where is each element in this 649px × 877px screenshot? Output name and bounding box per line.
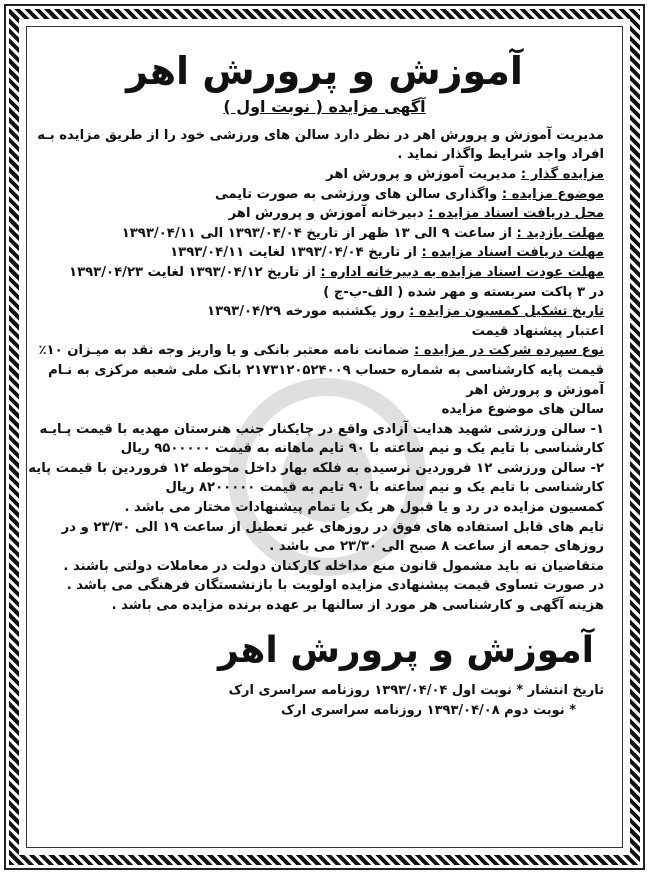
ad-frame	[4, 4, 645, 870]
line-text: از ساعت ۹ الی ۱۳ ظهر از تاریخ ۱۳۹۳/۰۴/۰۴ الی ۱۳۹۳/۰۴/۱۱	[121, 225, 517, 241]
line-label: محل دریافت اسناد مزایده :	[428, 206, 604, 222]
body-line	[45, 478, 604, 498]
line-label: موضوع مزایده :	[501, 186, 604, 202]
body-line	[45, 498, 604, 518]
body-line	[45, 381, 604, 401]
line-text: از تاریخ ۱۳۹۳/۰۴/۰۴ لغایت ۱۳۹۳/۰۴/۱۱	[170, 245, 422, 261]
publish-line-1: تاریخ انتشار * نوبت اول ۱۳۹۳/۰۴/۰۴ روزنامه سراسری ارک	[228, 682, 604, 698]
line-text: افراد واجد شرایط واگذار نماید .	[397, 147, 604, 163]
line-text: ضمانت نامه معتبر بانکی و یا واریز وجه نقد به میـزان ۱۰٪	[38, 343, 415, 359]
ad-title: آموزش و پرورش اهر	[126, 49, 523, 93]
line-text: کمسیون مزایده در رد و یا قبول هر یک یا تمام پیشنهادات مختار می باشد .	[124, 500, 604, 516]
body-line	[45, 243, 604, 263]
body-line	[45, 322, 604, 342]
line-text: اعتبار پیشنهاد قیمت	[471, 323, 604, 339]
body-line	[45, 302, 604, 322]
line-text: واگذاری سالن های ورزشی به صورت تایمی	[215, 186, 502, 202]
line-text: کارشناسی با تایم یک و نیم ساعته با ۹۰ تایم ماهانه به قیمت ۹۵۰۰۰۰۰ ریال	[120, 441, 604, 457]
line-label: مهلت عودت اسناد مزایده به دبیرخانه اداره :	[320, 264, 604, 280]
body-line	[39, 420, 604, 440]
line-text: هزینه آگهی و کارشناسی هر مورد از سالنها بر عهده برنده مزایده می باشد .	[111, 598, 604, 614]
line-text: تایم های قابل استفاده های فوق در روزهای غیر تعطیل از ساعت ۱۹ الی ۲۳/۳۰ و در	[61, 519, 604, 535]
ad-inner-box	[26, 26, 623, 848]
body-line	[45, 557, 604, 577]
ad-subtitle: آگهی مزایده ( نوبت اول )	[223, 96, 426, 116]
body-line	[45, 283, 604, 303]
body-line	[45, 224, 604, 244]
body-line	[45, 185, 604, 205]
line-text: در ۳ پاکت سربسته و مهر شده ( الف-ب-ج )	[323, 284, 604, 300]
line-text: دبیرخانه آموزش و پرورش اهر	[228, 206, 429, 222]
body-line	[28, 459, 604, 479]
body-line	[37, 126, 604, 146]
body-line	[38, 341, 604, 361]
body-line	[45, 576, 604, 596]
body-line	[45, 204, 604, 224]
line-label: مهلت دریافت اسناد مزایده :	[421, 245, 604, 261]
line-label: مزایده گذار :	[520, 166, 604, 182]
body-line	[45, 145, 604, 165]
line-text: ۱- سالن ورزشی شهید هدایت آزادی واقع در چایکنار جنب هنرستان مهدیه با قیمت پـایـه	[39, 421, 604, 437]
line-text: روز یکشنبه مورخه ۱۳۹۳/۰۴/۲۹	[207, 304, 410, 320]
line-label: تاریخ تشکیل کمسیون مزایده :	[409, 304, 604, 320]
footer-title: آموزش و پرورش اهر	[218, 629, 594, 671]
line-text: سالن های موضوع مزایده	[441, 402, 604, 418]
body-line	[45, 518, 604, 538]
line-text: متقاضیان نه باید مشمول قانون منع مداخله کارکنان دولت در معاملات دولتی باشند .	[63, 558, 604, 574]
body-line	[45, 263, 604, 283]
body-line	[45, 361, 604, 381]
body-line	[45, 537, 604, 557]
line-text: روزهای جمعه از ساعت ۸ صبح الی ۲۳/۳۰ می باشد .	[269, 539, 604, 555]
line-text: در صورت تساوی قیمت پیشنهادی مزایده اولویت با بازنشستگان فرهنگی می باشد .	[66, 578, 604, 594]
line-text: مدیریت آموزش و پرورش اهر در نظر دارد سالن های ورزشی خود را از طریق مزایده بـه	[37, 127, 604, 143]
line-text: آموزش و پرورش اهر	[466, 382, 604, 398]
line-text: مدیریت آموزش و پرورش اهر	[326, 166, 521, 182]
body-line	[45, 400, 604, 420]
body-line	[45, 439, 604, 459]
publish-line-2: * نوبت دوم ۱۳۹۳/۰۴/۰۸ روزنامه سراسری ارک	[280, 702, 576, 718]
ad-body	[28, 126, 604, 616]
line-text: ۲- سالن ورزشی ۱۲ فروردین نرسیده به فلکه بهار داخل محوطه ۱۲ فروردین با قیمت پایه	[28, 460, 604, 476]
line-label: نوع سپرده شرکت در مزایده :	[414, 343, 604, 359]
line-text: قیمت پایه کارشناسی به شماره حساب ۲۱۷۳۱۲۰۵۲۴۰۰۹ بانک ملی شعبه مرکزی به نـام	[48, 362, 604, 378]
line-text: از تاریخ ۱۳۹۳/۰۴/۱۲ لغایت ۱۳۹۳/۰۴/۲۳	[69, 264, 321, 280]
body-line	[45, 596, 604, 616]
ad-content	[28, 45, 604, 721]
body-line	[45, 165, 604, 185]
line-label: مهلت بازدید :	[516, 225, 604, 241]
line-text: کارشناسی با تایم یک و نیم ساعته با ۹۰ تایم به قیمت ۸۲۰۰۰۰۰ ریال	[165, 480, 604, 496]
